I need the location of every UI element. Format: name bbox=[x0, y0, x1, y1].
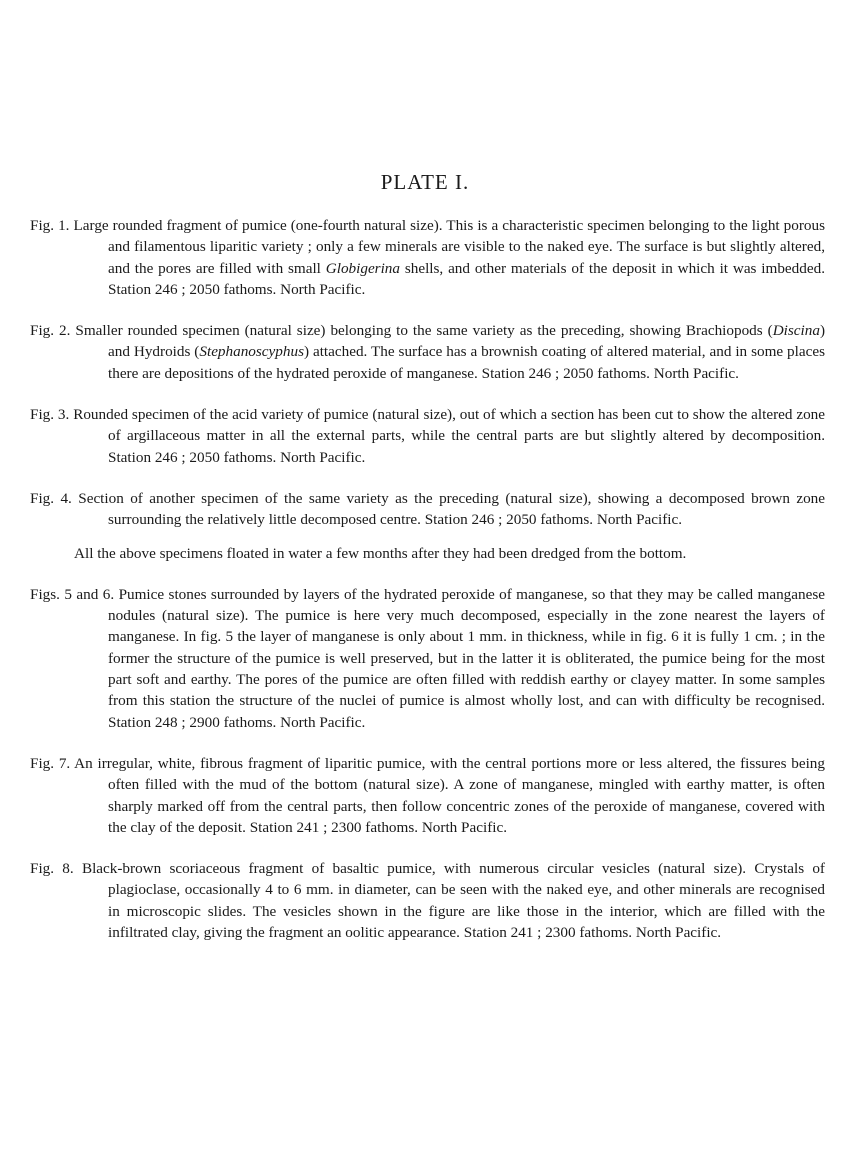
caption-text: Section of another specimen of the same variety as the preceding (natural size), showing a decomposed brown zone surrounding the relatively little decomposed centre. Station 246 ; 2050 fathoms. North Pacific. bbox=[78, 489, 825, 529]
caption-italic: Globigerina bbox=[325, 259, 400, 277]
figure-descriptions bbox=[30, 215, 825, 963]
figure-2-caption bbox=[30, 320, 825, 384]
figure-label: Fig. 1. bbox=[30, 217, 70, 234]
caption-text: ) and Hydroids ( bbox=[108, 322, 826, 361]
figure-3-caption bbox=[30, 404, 825, 468]
page-title: PLATE I. bbox=[380, 170, 470, 194]
figures-5-6-caption bbox=[30, 584, 825, 733]
caption-italic: Discina bbox=[772, 322, 820, 340]
figure-label: Fig. 4. bbox=[30, 489, 72, 507]
figure-label: Fig. 7. bbox=[30, 754, 71, 772]
caption-text: ) attached. The surface has a brownish coating of altered material, and in some places there are depositions of the hydrated peroxide of manganese. Station 246 ; 2050 fathoms. North Pacific. bbox=[108, 343, 825, 382]
caption-text: Black-brown scoriaceous fragment of basaltic pumice, with numerous circular vesicles (natural size). Crystals of plagioclase, occasionally 4 to 6 mm. in diameter, can be seen with the naked eye, and other minerals are recognised in microscopic slides. The vesicles shown in the figure are like those in the interior, which are filled with the infiltrated clay, giving the fragment an oolitic appearance. Station 241 ; 2300 fathoms. North Pacific. bbox=[81, 860, 825, 942]
figure-1-caption bbox=[30, 215, 825, 300]
caption-text: shells, and other materials of the deposit in which it was imbedded. Station 246 ; 2050 fathoms. North Pacific. bbox=[108, 259, 825, 298]
caption-text: Rounded specimen of the acid variety of pumice (natural size), out of which a section has been cut to show the altered zone of argillaceous matter in all the external parts, while the central parts are but slightly altered by decomposition. Station 246 ; 2050 fathoms. North Pacific. bbox=[73, 406, 826, 466]
caption-text: Pumice stones surrounded by layers of the hydrated peroxide of manganese, so that they may be called manganese nodules (natural size). The pumice is here very much decomposed, especially in the zone nearest the layers of manganese. In fig. 5 the layer of manganese is only about 1 mm. in thickness, while in fig. 6 it is fully 1 cm. ; in the former the structure of the pumice is well preserved, but in the latter it is obliterated, the pumice being for the most part soft and earthy. The pores of the pumice are often filled with reddish earthy or clayey matter. In some samples from this station the structure of the nuclei of pumice is almost wholly lost, and can with difficulty be recognised. Station 248 ; 2900 fathoms. North Pacific. bbox=[108, 585, 825, 731]
caption-text: Large rounded fragment of pumice (one-fourth natural size). This is a characteristic specimen belonging to the light porous and filamentous liparitic variety ; only a few minerals are visible to the naked eye. The surface is but slightly altered, and the pores are filled with small bbox=[73, 217, 826, 277]
figure-7-caption bbox=[30, 753, 825, 838]
floating-note: All the above specimens floated in water a few months after they had been dredged from the bottom. bbox=[74, 544, 687, 562]
figure-label: Fig. 8. bbox=[30, 860, 74, 878]
figure-label: Fig. 2. bbox=[30, 322, 71, 340]
figure-4-caption bbox=[30, 488, 825, 531]
figure-8-caption bbox=[30, 858, 825, 943]
caption-text: An irregular, white, fibrous fragment of liparitic pumice, with the central portions more or less altered, the fissures being often filled with the mud of the bottom (natural size). A zone of manganese, mingled with earthy matter, is often sharply marked off from the central parts, then follow concentric zones of the peroxide of manganese, covered with the clay of the deposit. Station 241 ; 2300 fathoms. North Pacific. bbox=[74, 754, 825, 836]
figure-label: Fig. 3. bbox=[30, 406, 70, 424]
caption-italic: Stephanoscyphus bbox=[199, 343, 304, 361]
figure-label: Figs. 5 and 6. bbox=[30, 585, 115, 603]
caption-text: Smaller rounded specimen (natural size) belonging to the same variety as the preceding, showing Brachiopods ( bbox=[75, 322, 773, 340]
